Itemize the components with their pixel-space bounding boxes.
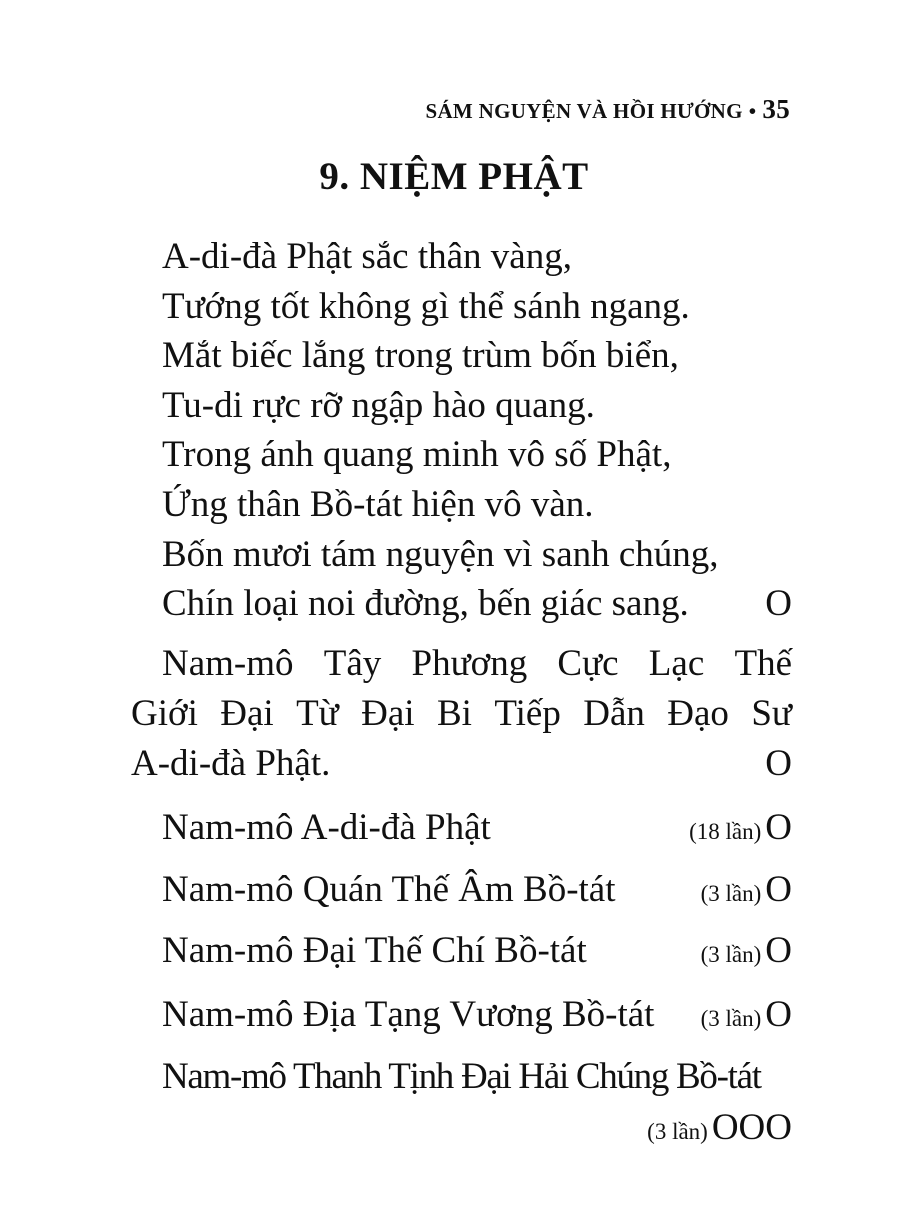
word: Nam-mô — [162, 643, 294, 684]
verse-line: Trong ánh quang minh vô số Phật, — [162, 434, 672, 476]
verse-line: Tu-di rực rỡ ngập hào quang. — [162, 384, 595, 426]
verse-line-last — [162, 579, 792, 629]
bell-mark: O — [765, 930, 792, 971]
invocation-text: Nam-mô A-di-đà Phật — [162, 807, 491, 848]
word: Đại — [361, 693, 415, 734]
invocation-text: Nam-mô Thanh Tịnh Đại Hải Chúng Bồ-tát — [162, 1056, 761, 1097]
word: Giới — [131, 693, 198, 734]
word: Tây — [323, 643, 382, 684]
running-title: SÁM NGUYỆN VÀ HỒI HƯỚNG — [425, 99, 743, 123]
bell-mark: O — [765, 807, 792, 848]
verse-line: Tướng tốt không gì thể sánh ngang. — [162, 285, 690, 327]
bell-mark: O — [765, 994, 792, 1035]
namo-paragraph-line-1 — [131, 639, 792, 689]
verse-line: Ứng thân Bồ-tát hiện vô vàn. — [162, 483, 594, 525]
verse-line: A-di-đà Phật sắc thân vàng, — [162, 236, 572, 277]
invocation-text: Nam-mô Quán Thế Âm Bồ-tát — [162, 869, 616, 910]
bell-mark: O — [765, 583, 792, 625]
word: Thế — [734, 643, 792, 684]
repetition-count: (3 lần) — [700, 1006, 762, 1031]
verse-block — [162, 232, 792, 629]
verse-line: Bốn mươi tám nguyện vì sanh chúng, — [162, 533, 719, 575]
word: Bi — [436, 693, 472, 734]
running-header — [425, 94, 790, 125]
namo-paragraph-line-2 — [131, 689, 792, 739]
section-title: 9. NIỆM PHẬT — [319, 155, 589, 198]
word: Lạc — [648, 643, 705, 684]
word: Dẫn — [583, 693, 645, 734]
word: Đại — [220, 693, 274, 734]
repetition-count: (18 lần) — [689, 819, 762, 844]
invocation-text: Nam-mô Đại Thế Chí Bồ-tát — [162, 930, 587, 971]
word: Cực — [557, 643, 619, 684]
invocation-text: Nam-mô Địa Tạng Vương Bồ-tát — [162, 994, 655, 1035]
word: Đạo — [667, 693, 729, 734]
verse-line-text: Chín loại noi đường, bến giác sang. — [162, 583, 689, 625]
namo-paragraph — [131, 639, 792, 789]
verse-line: Mắt biếc lắng trong trùm bốn biển, — [162, 335, 679, 377]
bell-mark: O — [765, 869, 792, 910]
word: Sư — [751, 693, 792, 734]
namo-paragraph-line-3 — [131, 739, 792, 789]
word: Tiếp — [494, 693, 561, 734]
word: Phương — [411, 643, 528, 684]
invocation-continuation — [162, 1106, 792, 1154]
repetition-count: (3 lần) — [700, 881, 762, 906]
repetition-count: (3 lần) — [647, 1119, 708, 1144]
page-number: 35 — [762, 94, 790, 124]
bell-mark: OOO — [711, 1107, 792, 1148]
repetition-count: (3 lần) — [700, 942, 762, 967]
word: Từ — [296, 693, 339, 734]
bullet-separator: • — [748, 99, 757, 123]
bell-mark: O — [765, 743, 792, 784]
namo-paragraph-end: A-di-đà Phật. — [131, 743, 331, 784]
